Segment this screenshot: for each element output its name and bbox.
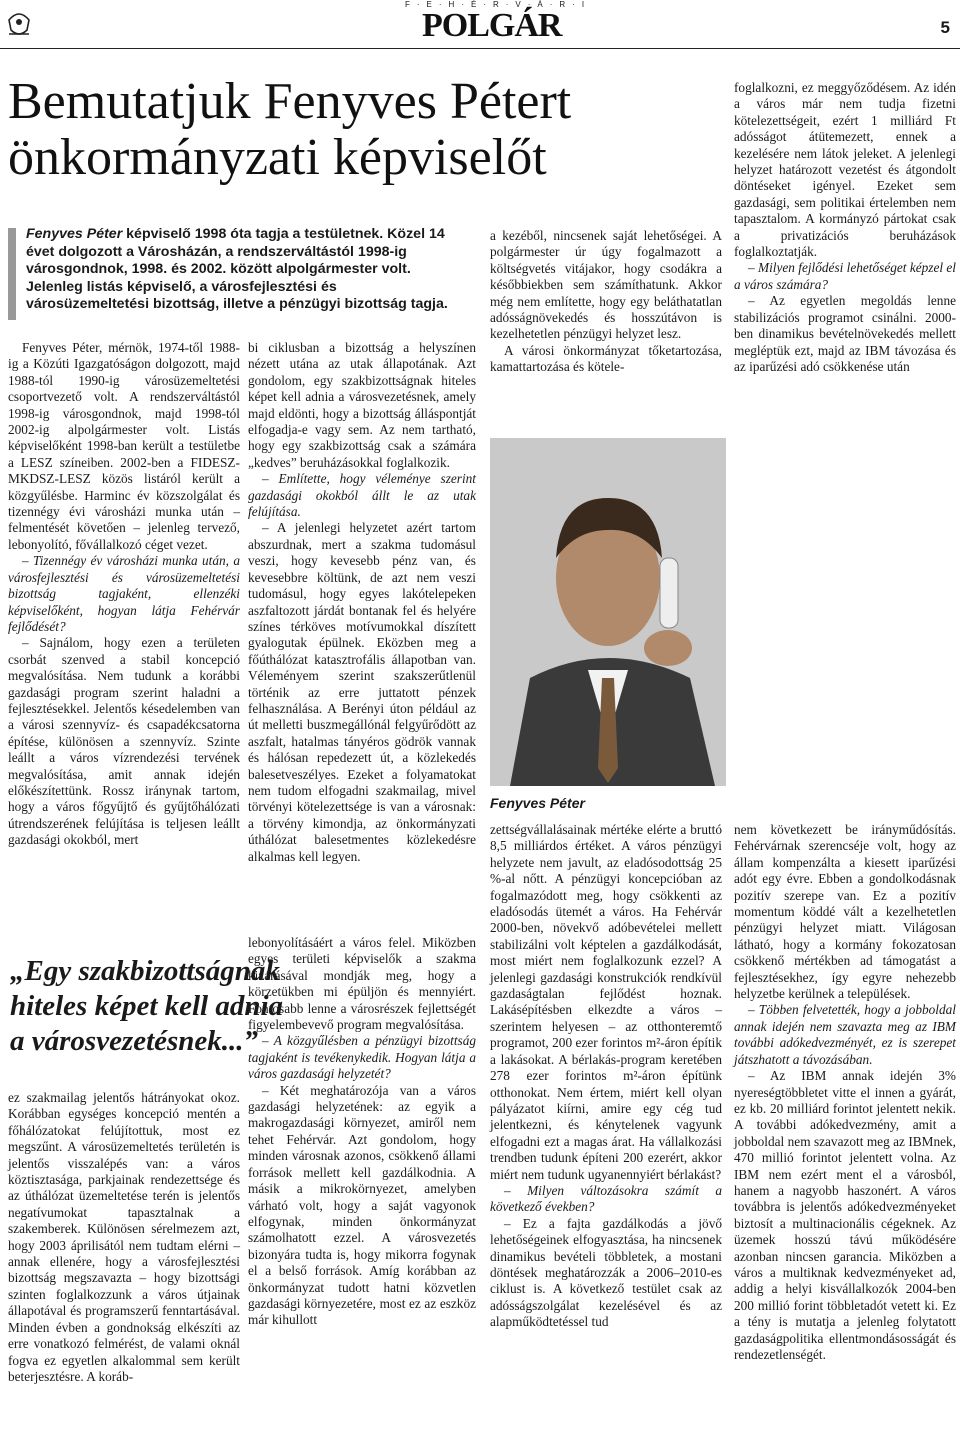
photo-caption: Fenyves Péter xyxy=(490,795,585,811)
column-paragraph: bi ciklusban a bizottság a helyszínen nézett utána az utak állapotának. Azt gondolom, egy szakbizottságnak hiteles képet kell adnia a városvezetésnek, amely majd eldönti, hogy a bizottság álláspontját elfogadja-e vagy sem. Az nem tartható, hogy egy szakbizottság csak a számára „kedves” beruházásokkal foglalkozik. xyxy=(248,340,476,470)
lead-accent-bar xyxy=(8,228,16,320)
column-paragraph: – Sajnálom, hogy ezen a területen csorbát szenved a stabil koncepció megvalósítása. Nem tudunk a korábbi gazdasági program szerint haladni a fejlesztésekkel. Jelentős késedelemben van a városi szennyvíz- és csapadékcsatorna építése, különösen a szennyvíz. Szinte leállt a város vízrendezési tervének megvalósítása, amit annak idején előkészítettünk. Rossz iránynak tartom, hogy a város főgyűjtő és gyűjtőhálózati útrendszerének felújítása is teljesen leállt gazdasági okokból, mert xyxy=(8,635,240,848)
column-paragraph: a kezéből, nincsenek saját lehetőségei. A polgármester úr úgy fogalmazott a költségvetés vitájakor, hogy csodákra a későbbiekben sem számíthatunk. Akkor még nem említette, hogy egy beláthatatlan adósságnövekedés és hosszútávon is kezelhetetlen pénzügyi helyzet lesz. xyxy=(490,228,722,342)
column-1 xyxy=(8,340,240,940)
column-2-continued xyxy=(248,935,476,1435)
masthead-logo: POLGÁR xyxy=(422,7,562,44)
column-4 xyxy=(734,80,956,420)
crest-icon xyxy=(6,10,32,38)
article-lead xyxy=(26,226,456,314)
masthead-kicker: F·E·H·É·R·V·Á·R·I xyxy=(405,0,592,9)
column-paragraph: A városi önkormányzat tőketartozása, kamattartozása és kötele- xyxy=(490,342,722,375)
page-number: 5 xyxy=(940,18,950,37)
column-paragraph: – Az egyetlen megoldás lenne stabilizációs programot csinálni. 2000-ben dinamikus bevételnövekedés mellett megléptük ezt, majd az IBM távozása és az iparűzési adó csökkenése után xyxy=(734,293,956,374)
column-3 xyxy=(490,228,722,433)
column-paragraph: – A jelenlegi helyzetet azért tartom abszurdnak, mert a szakma tudomásul veszi, hogy kevesebb pénz van, és kevesebbre költünk, de azt nem veszi tudomásul, hogy egyes lakótelepeken aszfaltozott járdát bontanak fel és helyére színes térköves motívumokkal díszített gyalogutak épülnek. Eközben meg a főúthálózat katasztrofális állapotban van. Véleményem szerint szakszerűtlenül történik az erre juttatott pénzek felhasználása. A Berényi úton például az út melletti buszmegállónál felgyűrődött az aszfalt, hatalmas tányéros gödrök vannak és hálósan repedezett út, a közlekedés balesetveszélyes. Ezeket a folyamatokat nem tudom elfogadni szakmailag, mivel törvényi kötelezettsége is van a városnak: a törvény kimondja, az önkormányzati úthálózat balesetmentes közlekedésre alkalmas kell legyen. xyxy=(248,520,476,864)
header-rule xyxy=(0,48,960,49)
column-paragraph: foglalkozni, ez meggyőződésem. Az idén a város már nem tudja fizetni kötelezettségeit, ezért 1 milliárd Ft adósságot átütemezett, ennek a kezelésére nem látok jeleket. A jelenlegi helyzet határozott vezetést és átgondolt döntéseket igényel. Ezeket sem gazdasági, sem politikai értelemben nem tapasztalom. A kormányzó pártokat csak a privatizációs beruházások foglalkoztatják. xyxy=(734,80,956,260)
column-paragraph: – Ez a fajta gazdálkodás a jövő lehetőségeinek elfogyasztása, ha nincsenek dinamikus bevételi többletek, a mostani döntések meghatározzák a 2006–2010-es ciklust is. A következő testület csak az adósságszolgálat kezelésével és az alapműködtetéssel tud xyxy=(490,1215,722,1330)
column-1-continued xyxy=(8,1090,240,1435)
lead-name: Fenyves Péter xyxy=(26,226,123,242)
lead-text: képviselő 1998 óta tagja a testületnek. Közel 14 évet dolgozott a Városházán, a rendszerváltástól 1998-ig városgondnok, 1998. és 2002. között alpolgármester volt. Jelenleg listás képviselő, a városfejlesztési és városüzemeltetési bizottság, illetve a pénzügyi bizottság tagja. xyxy=(26,226,448,313)
interview-question: – Milyen változásokra számít a következő években? xyxy=(490,1182,722,1215)
interview-question: – Tizennégy év városházi munka után, a városfejlesztési és városüzemeltetési bizottság tagjaként, ellenzéki képviselőként, hogyan látja Fehérvár fejlődését? xyxy=(8,553,240,634)
pull-quote: „Egy szakbizottságnak hiteles képet kell adnia a városvezetésnek...” xyxy=(10,955,284,1057)
column-2 xyxy=(248,340,476,930)
column-4-continued xyxy=(734,822,956,1436)
article-title: Bemutatjuk Fenyves Pétert önkormányzati képviselőt xyxy=(8,73,572,186)
interview-question: – A közgyűlésben a pénzügyi bizottság tagjaként is tevékenykedik. Hogyan látja a város gazdasági helyzetét? xyxy=(248,1033,476,1082)
column-paragraph: – Az IBM annak idején 3% nyereségtöbbletet vitte el innen a gyárát, ez kb. 20 milliárd forintot jelentett nekik. A további adókedvezmény, amit a jobboldal nem szavazott meg az IBMnek, 470 millió forintot jelentett volna. Az IBM nem ezért ment el a városból, hanem a nagyobb haszonért. A város továbbra is jelentős adókedvezményeket biztosít a multinacionális cégeknek. Az üzemek hosszú távú működésére azonban nincsen garancia. Miközben a város a multiknak kedvezményeket ad, addig a helyi kisvállalkozók 2004-ben 200 millió forint többletadót vetett ki. Ez a tény is mutatja a jelenleg folytatott gazdaságpolitika ellentmondásosságát és rendezetlenségét. xyxy=(734,1068,956,1362)
column-paragraph: ez szakmailag jelentős hátrányokat okoz. Korábban egységes koncepció mentén a főhálózatokat felújítottuk, most ez megszűnt. A városüzemeltetés területén is jelentős visszalépés van: a város köztisztasága, parkjainak rendezettsége és az úthálózat üzemeltetése terén is jelentős negatívumokat tapasztalnak a szakemberek. Különösen sérelmezem azt, hogy 2003 áprilisától nem tudtam elérni – annak ellenére, hogy a városfejlesztési bizottság megszavazta – hogy bizottsági szinten foglalkozzunk a város útjainak állapotával és programszerű fenntartásával. Minden évben a gondnokság elkészíti az erre vonatkozó felmérést, de valami oknál fogva ez egyetlen alkalommal sem került beterjesztésre. A koráb- xyxy=(8,1090,240,1384)
column-3-continued xyxy=(490,822,722,1436)
interview-question: – Milyen fejlődési lehetőséget képzel el a város számára? xyxy=(734,260,956,292)
column-paragraph: Fenyves Péter, mérnök, 1974-től 1988-ig a Közúti Igazgatóságon dolgozott, majd 1988-tól 1990-ig városüzemeltetési csoportvezető volt. A rendszerváltástól 1998-ig városgondnok, majd 1998-tól 2002-ig alpolgármester volt. Listás képviselőként 1998-ban került a testületbe a LESZ színeiben. 2002-ben a FIDESZ-MKDSZ-LESZ közös listáról került a közgyűlésbe. Harminc év közszolgálat és tizennégy évi városházi munka után – felmentését követően – jelenleg tervező, lebonyolító, fővállalkozó céget vezet. xyxy=(8,340,240,552)
column-paragraph: zettségvállalásainak mértéke elérte a bruttó 8,5 milliárdos értéket. A város pénzügyi helyzete nem javult, az eladósodottság 25 %-al nőtt. A pénzügyi koncepcióban az fogalmazódott meg, hogy csökkenti az eladósodás ütemét a város. Ha Fehérvár 2000-ben, növekvő adóbevételei mellett stabilizálni volt képtelen a gazdálkodását, most miért nem foglalkozunk ezzel? A jelenlegi gazdasági konstrukciók rendkívül gazdaságtalan fejlődést hoznak. Lakásépítésben elkezdte a város – szerintem helyesen – az otthonteremtő programot, 200 ezer forintos m²-áron építik a lakásokat. A bérlakás-program keretében 278 ezer forintos m²-áron építünk otthonokat. Nem értem, miért kell olyan pályázatot kiírni, amire egy cég tud jelentkezni, és kénytelenek vagyunk elfogadni ezt a magas árat. Ha vállalkozási trendben tudunk építeni 200 ezerért, akkor miért nem tudunk ugyanennyiért bérlakást? xyxy=(490,822,722,1182)
column-paragraph: – Két meghatározója van a város gazdasági helyzetének: az egyik a makrogazdasági környezet, amiről nem tehet Fehérvár. Azt gondolom, hogy minden városnak azonos, csökkenő állami források mellett kell gazdálkodnia. A másik a mikrokörnyezet, amelyben várható volt, hogy a saját vagyonok elfogynak, minden önkormányzat számolhatott ezzel. A városvezetés bizonyára tudta is, hogy mikorra fogynak el a belső források. Amíg korábban az önkormányzat tudott hatni közvetlen gazdasági környezetére, most ez az eszköz már kihullott xyxy=(248,1082,476,1328)
interview-question: – Többen felvetették, hogy a jobboldal annak idején nem szavazta meg az IBM további adókedvezményét, ez is szerepet játszhatott a távozásában. xyxy=(734,1002,956,1067)
portrait-photo xyxy=(490,438,726,786)
column-paragraph: lebonyolításáért a város felel. Miközben egyes területi képviselők a szakma kizárásával mondják meg, hogy a körzetükben mi épüljön és mennyiért. Fontosabb lenne a városrészek fejlettségét figyelembevevő program megvalósítása. xyxy=(248,935,476,1033)
interview-question: – Említette, hogy véleménye szerint gazdasági okokból állt le az utak felújítása. xyxy=(248,471,476,520)
column-paragraph: nem következett be irányműdósítás. Fehérvárnak szerencséje volt, hogy az állam kompenzálta a kiesett iparűzési adót egy évre. Ebben a gondolkodásnak pozitív szerepe van. Ez a pozitív momentum köddé vált a kezelhetetlen pénzügyi helyzet miatt. Világosan látható, hogy a kormány fokozatosan csökkenő mértékben ad támogatást a fejlesztésekhez, így egyre nehezebb helyzetbe kerülnek a települések. xyxy=(734,822,956,1002)
